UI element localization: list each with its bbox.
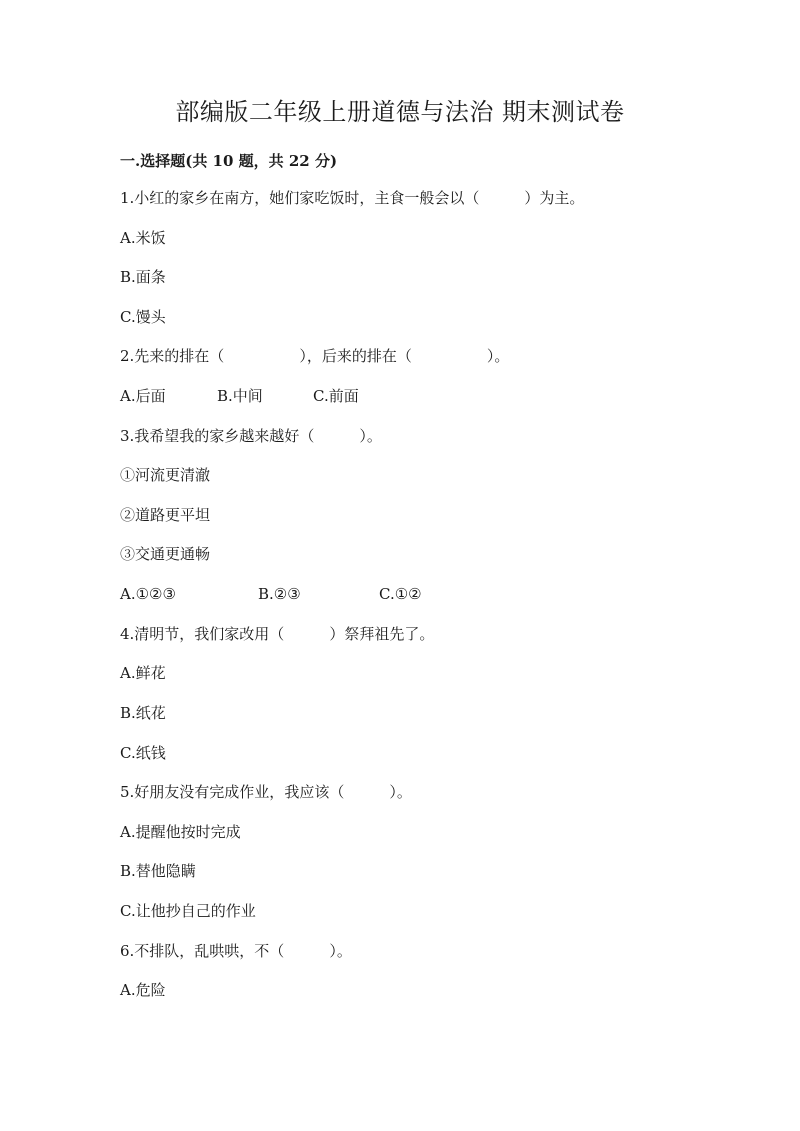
- question-2-option-a: A.后面: [120, 387, 166, 405]
- question-1-option-b: B.面条: [120, 268, 166, 286]
- question-5-stem: 5.好朋友没有完成作业，我应该（ ）。: [120, 783, 412, 801]
- question-4-option-b: B.纸花: [120, 704, 166, 722]
- question-3-statement-2: ②道路更平坦: [120, 506, 211, 524]
- page-title: 部编版二年级上册道德与法治 期末测试卷: [175, 98, 625, 126]
- question-3-option-c: C.①②: [379, 585, 422, 603]
- question-2-stem: 2.先来的排在（ ），后来的排在（ ）。: [120, 347, 510, 365]
- question-3-option-b: B.②③: [258, 585, 301, 603]
- question-3-stem: 3.我希望我的家乡越来越好（ ）。: [120, 427, 382, 445]
- question-3-statement-1: ①河流更清澈: [120, 466, 211, 484]
- question-6-stem: 6.不排队，乱哄哄，不（ ）。: [120, 942, 352, 960]
- question-4-option-a: A.鲜花: [120, 664, 166, 682]
- question-3-option-a: A.①②③: [120, 585, 176, 603]
- question-5-option-c: C.让他抄自己的作业: [120, 902, 256, 920]
- section-heading: 一.选择题(共 10 题，共 22 分): [120, 152, 338, 170]
- question-4-option-c: C.纸钱: [120, 744, 166, 762]
- question-2-option-c: C.前面: [313, 387, 359, 405]
- question-1-option-c: C.馒头: [120, 308, 166, 326]
- question-6-option-a: A.危险: [120, 981, 166, 999]
- question-1-option-a: A.米饭: [120, 229, 166, 247]
- question-5-option-a: A.提醒他按时完成: [120, 823, 241, 841]
- question-5-option-b: B.替他隐瞒: [120, 862, 196, 880]
- question-1-stem: 1.小红的家乡在南方，她们家吃饭时，主食一般会以（ ）为主。: [120, 189, 585, 207]
- question-4-stem: 4.清明节，我们家改用（ ）祭拜祖先了。: [120, 625, 435, 643]
- question-3-statement-3: ③交通更通畅: [120, 545, 211, 563]
- question-2-option-b: B.中间: [217, 387, 263, 405]
